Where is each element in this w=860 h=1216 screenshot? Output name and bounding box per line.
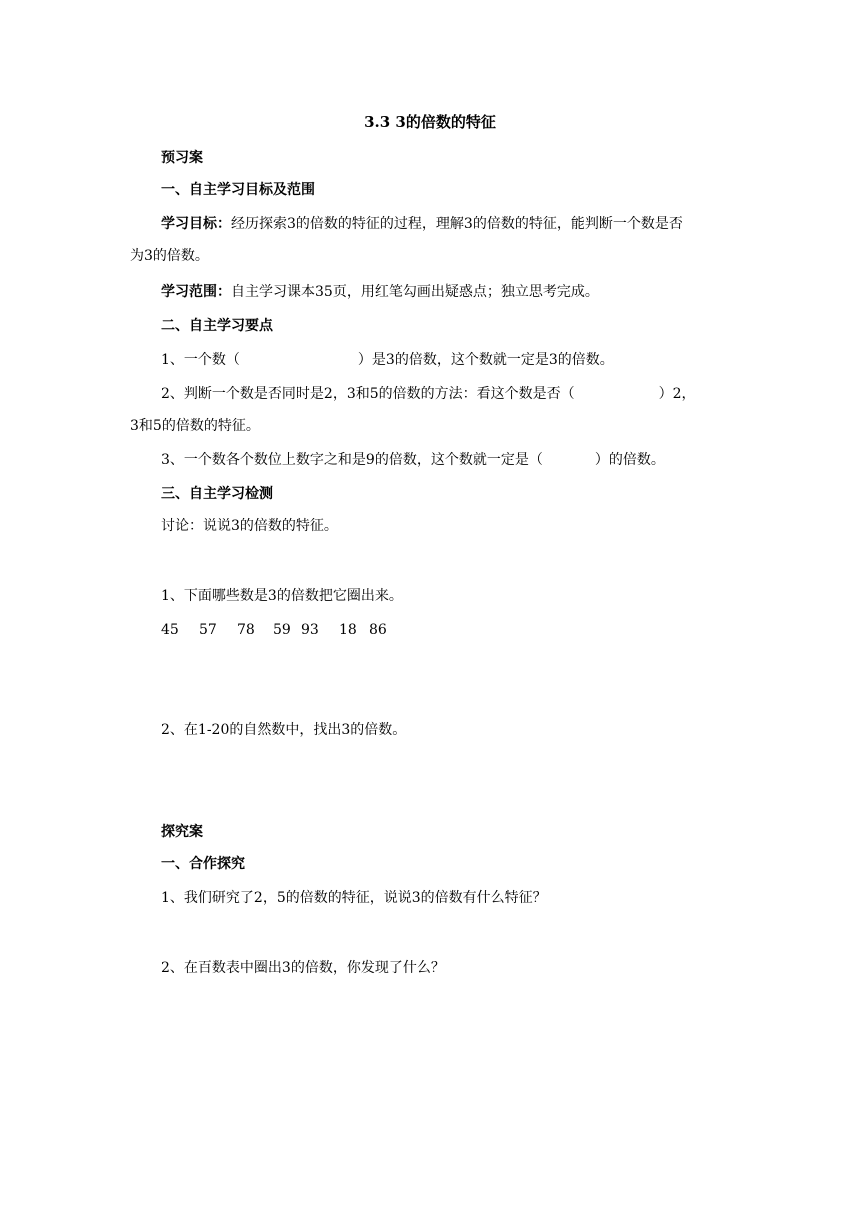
number-item[interactable]: 93	[301, 622, 319, 638]
question-1: 1、下面哪些数是3的倍数把它圈出来。	[161, 588, 403, 604]
page-title: 3.3 3的倍数的特征	[364, 113, 496, 131]
point-3-start: 3、一个数各个数位上数字之和是9的倍数，这个数就一定是（	[161, 452, 543, 468]
point-2	[161, 384, 696, 404]
number-item[interactable]: 57	[199, 622, 217, 638]
explore-question-2: 2、在百数表中圈出3的倍数，你发现了什么？	[161, 960, 445, 976]
point-1-end: ）是3的倍数，这个数就一定是3的倍数。	[357, 352, 614, 368]
question-2: 2、在1-20的自然数中，找出3的倍数。	[161, 722, 407, 738]
goal-label: 学习目标：	[161, 216, 231, 232]
point-2-end: ）2，	[658, 386, 696, 402]
goal-text-continued: 为3的倍数。	[130, 248, 209, 264]
number-item[interactable]: 86	[369, 622, 387, 638]
scope-text: 自主学习课本35页，用红笔勾画出疑惑点；独立思考完成。	[231, 284, 599, 300]
section3-heading: 三、自主学习检测	[161, 486, 273, 502]
point-1-start: 1、一个数（	[161, 352, 240, 368]
section2-heading: 二、自主学习要点	[161, 318, 273, 334]
explore-section1-heading: 一、合作探究	[161, 856, 245, 872]
point-3-end: ）的倍数。	[594, 452, 665, 468]
explore-heading: 探究案	[161, 824, 203, 840]
number-list	[161, 620, 399, 640]
preview-heading: 预习案	[161, 150, 203, 166]
number-item[interactable]: 18	[339, 622, 357, 638]
section1-heading: 一、自主学习目标及范围	[161, 182, 315, 198]
point-2-start: 2、判断一个数是否同时是2，3和5的倍数的方法：看这个数是否（	[161, 386, 575, 402]
point-1	[161, 350, 614, 370]
point-2-continued: 3和5的倍数的特征。	[130, 418, 260, 434]
number-item[interactable]: 78	[237, 622, 255, 638]
scope-label: 学习范围：	[161, 284, 231, 300]
discussion-prompt: 讨论：说说3的倍数的特征。	[161, 518, 338, 534]
point-3	[161, 450, 665, 470]
learning-goal	[161, 214, 683, 234]
number-item[interactable]: 45	[161, 622, 179, 638]
goal-text: 经历探索3的倍数的特征的过程，理解3的倍数的特征，能判断一个数是否	[231, 216, 683, 232]
explore-question-1: 1、我们研究了2，5的倍数的特征，说说3的倍数有什么特征？	[161, 890, 547, 906]
learning-scope	[161, 282, 599, 302]
number-item[interactable]: 59	[273, 622, 291, 638]
